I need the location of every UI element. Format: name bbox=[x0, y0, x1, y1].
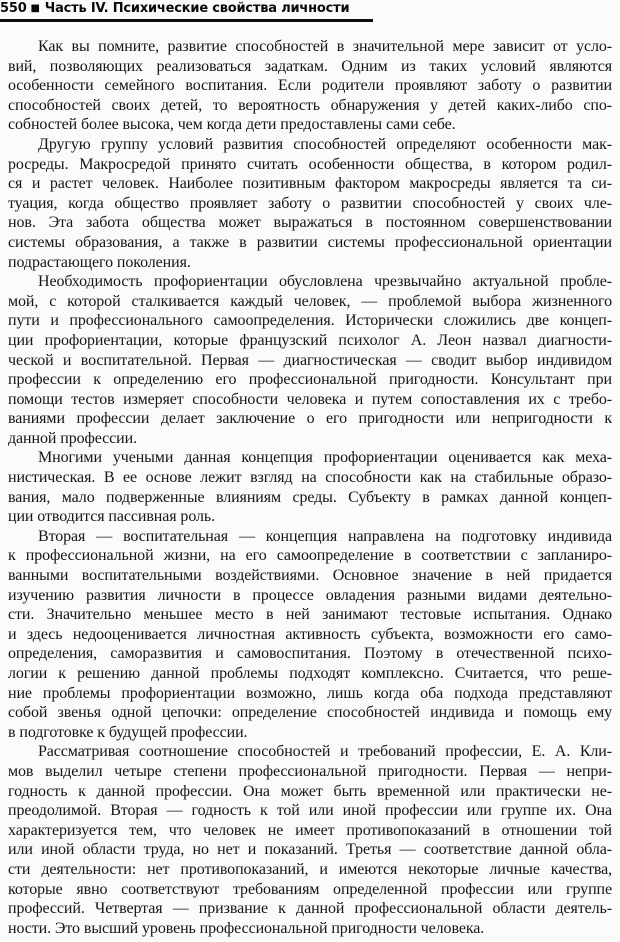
text-line: нов. Эта забота общества может выражаться в постоянном совершенствовании bbox=[8, 214, 612, 232]
text-line: в подготовке к будущей профессии. bbox=[8, 723, 248, 741]
page-number: 550 bbox=[0, 1, 27, 16]
text-line: нистическая. В ее основе лежит взгляд на способности как на стабильные образо- bbox=[8, 469, 612, 487]
square-bullet-icon: ■ bbox=[30, 3, 40, 14]
text-line: особенности семейного воспитания. Если родители проявляют заботу о развитии bbox=[8, 77, 612, 95]
text-line: к профессиональной жизни, на его самоопределение в соответствии с запланиро- bbox=[8, 547, 612, 565]
chapter-title: Часть IV. Психические свойства личности bbox=[44, 1, 350, 16]
header-rule bbox=[0, 19, 373, 22]
text-line: Вторая — воспитательная — концепция направлена на подготовку индивида bbox=[38, 527, 612, 545]
text-line: сти деятельности: нет противопоказаний, и имеются некоторые личные качества, bbox=[8, 860, 612, 878]
text-line: ванными воспитательными воздействиями. Основное значение в ней придается bbox=[8, 567, 612, 585]
text-line: мов выделил четыре степени профессиональной пригодности. Первая — непри- bbox=[8, 762, 612, 780]
paragraph bbox=[8, 272, 612, 448]
body-text bbox=[8, 37, 612, 938]
text-line: способностей своих детей, то вероятность обнаружения у детей каких-либо спо- bbox=[8, 96, 612, 114]
page-header bbox=[0, 1, 620, 22]
text-line: профессий. Четвертая — призвание к данной профессиональной области деятель- bbox=[8, 900, 612, 918]
running-head-text bbox=[0, 1, 620, 17]
text-line: логии к решению данной проблемы подходят комплексно. Считается, что реше- bbox=[8, 665, 612, 682]
text-line: ние проблемы профориентации возможно, лишь когда оба подхода представляют bbox=[8, 684, 612, 702]
text-line: ваниями профессии делает заключение о его пригодности или непригодности к bbox=[8, 410, 612, 428]
paragraph bbox=[8, 742, 612, 938]
text-line: характеризуется тем, что человек не имеет противопоказаний в отношении той bbox=[8, 821, 612, 839]
text-line: Другую группу условий развития способностей определяют особенности мак- bbox=[38, 135, 612, 153]
text-line: годность к данной профессии. Она может быть временной или практически не- bbox=[8, 782, 612, 800]
paragraph bbox=[8, 527, 612, 743]
text-line: собностей более высока, чем когда дети предоставлены сами себе. bbox=[8, 116, 456, 134]
text-line: изучению развития личности в процессе овладения разными видами деятельно- bbox=[8, 586, 612, 604]
text-line: собой звенья одной цепочки: определение способностей индивида и помощь ему bbox=[8, 704, 612, 722]
text-line: росреды. Макросредой принято считать особенности общества, в котором родил- bbox=[8, 155, 612, 173]
paragraph bbox=[8, 448, 612, 526]
text-line: Необходимость профориентации обусловлена чрезвычайно актуальной пробле- bbox=[38, 273, 612, 291]
text-line: ции отводится пассивная роль. bbox=[8, 508, 215, 526]
paragraph bbox=[8, 37, 612, 135]
text-line: ся и растет человек. Наиболее позитивным фактором макросреды является та си- bbox=[8, 175, 612, 193]
text-line: ции профориентации, которые французский психолог А. Леон назвал диагности- bbox=[8, 331, 612, 349]
text-line: Рассматривая соотношение способностей и требований профессии, Е. А. Кли- bbox=[38, 743, 612, 761]
text-line: вания, мало подверженные влияниям среды. Субъекту в рамках данной концеп- bbox=[8, 488, 612, 506]
text-line: вий, позволяющих реализоваться задаткам. Одним из таких условий являются bbox=[8, 57, 612, 75]
text-line: мой, с которой сталкивается каждый человек, — проблемой выбора жизненного bbox=[8, 292, 612, 310]
text-line: профессии к определению его профессиональной пригодности. Консультант при bbox=[8, 371, 612, 389]
paragraph bbox=[8, 135, 612, 272]
text-line: туация, когда общество проявляет заботу о развитии способностей у своих чле- bbox=[8, 194, 612, 212]
text-line: ности. Это высший уровень профессиональной пригодности человека. bbox=[8, 919, 485, 937]
text-line: и здесь недооценивается личностная активность субъекта, возможности его само- bbox=[8, 625, 612, 643]
text-line: сти. Значительно меньшее место в ней занимают тестовые испытания. Однако bbox=[8, 606, 612, 624]
text-line: Многими учеными данная концепция профориентации оценивается как меха- bbox=[38, 449, 612, 467]
text-line: преодолимой. Вторая — годность к той или иной профессии или группе их. Она bbox=[8, 802, 612, 820]
text-line: пути и профессионального самоопределения. Исторически сложились две концеп- bbox=[8, 312, 612, 330]
text-line: ческой и воспитательной. Первая — диагностическая — сводит выбор индивидом bbox=[8, 351, 612, 369]
text-line: подрастающего поколения. bbox=[8, 253, 191, 271]
text-line: системы образования, а также в развитии системы профессиональной ориентации bbox=[8, 233, 612, 251]
text-line: помощи тестов измеряет способности человека и путем сопоставления их с требо- bbox=[8, 390, 612, 408]
text-line: определения, саморазвития и самовоспитания. Поэтому в отечественной психо- bbox=[8, 645, 612, 663]
text-line: которые явно соответствуют требованиям определенной профессии или группе bbox=[8, 880, 612, 898]
text-line: или иной области труда, но нет и показаний. Третья — соответствие данной обла- bbox=[8, 841, 612, 859]
text-line: Как вы помните, развитие способностей в значительной мере зависит от усло- bbox=[38, 38, 612, 55]
text-line: данной профессии. bbox=[8, 429, 137, 447]
